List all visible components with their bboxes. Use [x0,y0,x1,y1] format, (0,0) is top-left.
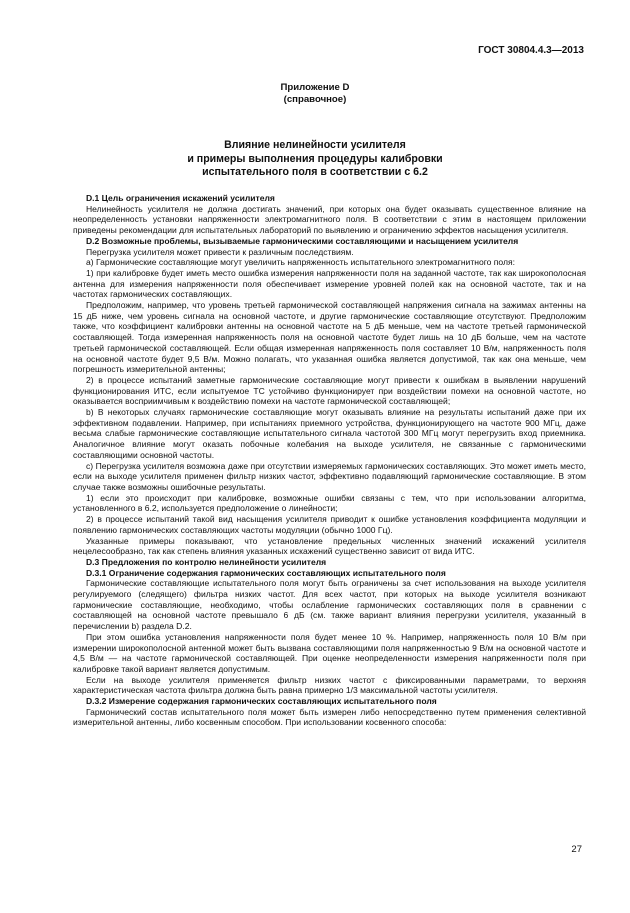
section-heading: D.3.1 Ограничение содержания гармонических составляющих испытательного поля [86,567,446,578]
appendix-note: (справочное) [283,94,347,105]
title-line: испытательного поля в соответствии с 6.2 [202,166,428,178]
document-code: ГОСТ 30804.4.3—2013 [478,45,584,56]
paragraph: Если на выходе усилителя применяется фильтр низких частот с фиксированными параметрами, то верхняя характеристическая частота фильтра должна быть равна примерно 1/3 максимальной частоты усилителя. [73,674,586,696]
paragraph: Указанные примеры показывают, что установление предельных численных значений искажений усилителя нецелесообразно, так как степень влияния указанных искажений существенно зависит от вида ИТС. [73,535,586,557]
appendix-heading [0,82,630,106]
section-heading: D.3.2 Измерение содержания гармонических составляющих испытательного поля [86,696,437,707]
paragraph: с) Перегрузка усилителя возможна даже при отсутствии измеряемых гармонических составляющих. Это может иметь место, если на выходе усилителя применен фильтр низких частот, эффективно подавляющий гармонические составляющие. В этом случае также возможны ошибочные результаты. [73,460,586,492]
paragraph: Перегрузка усилителя может привести к различным последствиям. [86,246,354,257]
paragraph: а) Гармонические составляющие могут увеличить напряженность испытательного электромагнитного поля: [86,257,515,268]
paragraph: 2) в процессе испытаний заметные гармонические составляющие могут привести к ошибкам в выявлении нарушений функционирования ИТС, если испытуемое ТС устойчиво функционирует при воздействии помехи на основной частоте, но оказывается восприимчивым к воздействию помехи на частоте гармонической составляющей; [73,374,586,407]
paragraph: Нелинейность усилителя не должна достигать значений, при которых она будет оказывать существенное влияние на неопределенность установки напряженности электромагнитного поля. В соответствии с этим в настоящем приложении приведены рекомендации для испытательных лабораторий по выявлению и ограничению эффектов насыщения усилителя. [73,203,586,236]
section-heading: D.3 Предложения по контролю нелинейности усилителя [86,556,327,567]
section-heading: D.1 Цель ограничения искажений усилителя [86,193,275,203]
appendix-title: Приложение D [280,82,350,93]
document-body [73,193,586,728]
paragraph: Гармонические составляющие испытательного поля могут быть ограничены за счет использования на выходе усилителя регулируемого (следящего) фильтра низких частот. Для всех частот, при которых на выходе усилителя возникают гармонические составляющие, необходимо, чтобы ослабление гармонических составляющих поля в сравнении с составляющей на основной частоте превышало 6 дБ (см. также вариант влияния перегрузки усилителя, указанный в перечислении b) раздела D.2. [73,578,586,632]
paragraph: 1) если это происходит при калибровке, возможные ошибки связаны с тем, что при использовании алгоритма, установленного в 6.2, используется предположение о линейности; [73,492,586,514]
paragraph: b) В некоторых случаях гармонические составляющие могут оказывать влияние на результаты испытаний даже при их эффективном подавлении. Например, при испытаниях приемного устройства, функционирующего на частоте 900 МГц, даже весьма слабые гармонические составляющие испытательного сигнала частотой 300 МГц могут перегрузить вход приемника. Аналогичное влияние могут оказать побочные колебания на выходе усилителя, не связанные с гармоническими составляющими основной частоты. [73,407,586,460]
title-line: Влияние нелинейности усилителя [224,139,406,151]
paragraph: Гармонический состав испытательного поля может быть измерен либо непосредственно путем применения селективной измерительной антенны, либо косвенным способом. При использовании косвенного способа: [73,706,586,728]
paragraph: Предположим, например, что уровень третьей гармонической составляющей напряжения сигнала на зажимах антенны на 15 дБ ниже, чем уровень сигнала на основной частоте, и другие гармонические составляющие отсутствуют. Предположим также, что коэффициент калибровки антенны на основной частоте на 5 дБ меньше, чем на частоте третьей гармонической составляющей. Тогда измеренная напряженность поля на основной частоте будет лишь на 10 дБ больше, чем на частоте третьей гармонической составляющей. Если общая измеренная напряженность поля составляет 10 В/м, напряженность поля на основной частоте будет 9,5 В/м. Можно полагать, что указанная ошибка является допустимой, так как она меньше, чем погрешность измерительной антенны; [73,300,586,375]
section-heading: D.2 Возможные проблемы, вызываемые гармоническими составляющими и насыщением усилителя [86,235,519,246]
appendix-main-title [0,139,630,180]
title-line: и примеры выполнения процедуры калибровки [187,152,443,165]
paragraph: 1) при калибровке будет иметь место ошибка измерения напряженности поля на заданной частоте, так как широкополосная антенна для измерения напряженности поля обеспечивает измерение уровней полей как на основной частоте, так и на частотах гармонических составляющих. [73,267,586,300]
paragraph: При этом ошибка установления напряженности поля будет менее 10 %. Например, напряженность поля 10 В/м при измерении широкополосной антенной может быть вызвана составляющими поля напряженностью 9 В/м на основной частоте и 4,5 В/м — на частоте гармонической составляющей. При оценке неопределенности измерения напряженности поля при калибровке такой вариант является допустимым. [73,631,586,674]
page-number: 27 [571,844,582,855]
paragraph: 2) в процессе испытаний такой вид насыщения усилителя приводит к ошибке установления коэффициента модуляции и появлению гармонических составляющих частоты модуляции (обычно 1000 Гц). [73,514,586,535]
